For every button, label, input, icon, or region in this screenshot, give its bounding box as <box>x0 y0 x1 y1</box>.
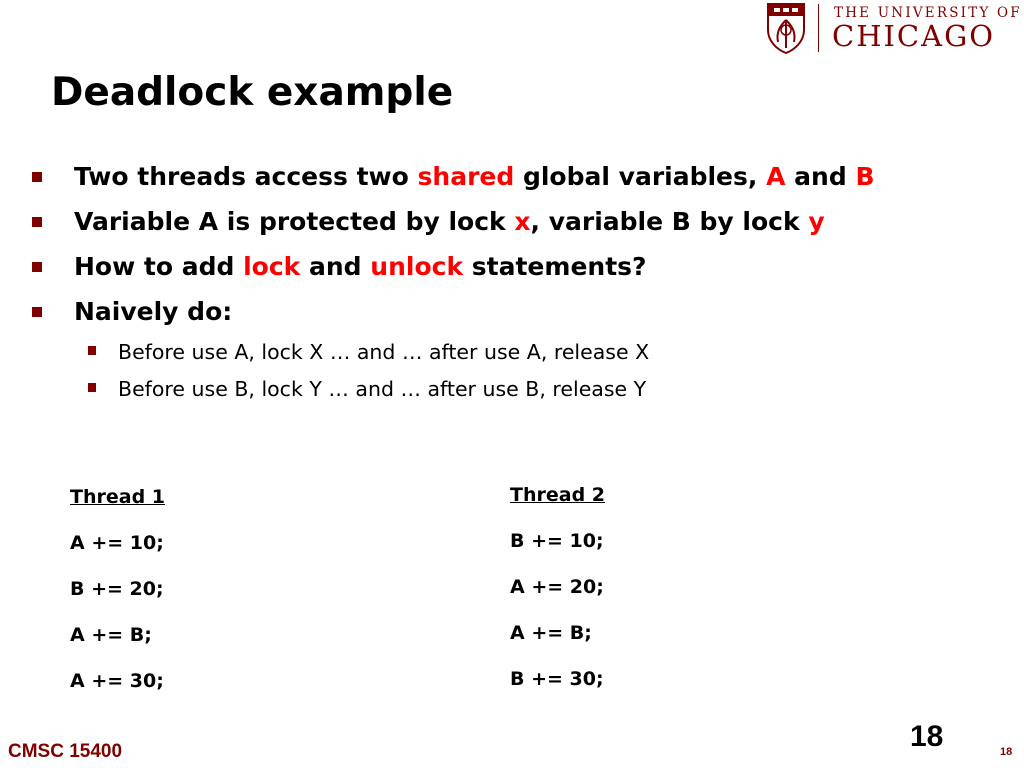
slide-number-small: 18 <box>1000 746 1013 758</box>
highlighted-term: lock <box>243 252 301 281</box>
logo-divider <box>818 4 819 52</box>
bullet-text: and <box>785 162 856 191</box>
bullet-text: and <box>300 252 371 281</box>
logo-university-of: THE UNIVERSITY OF <box>834 5 1022 21</box>
sub-bullet-item <box>88 336 649 373</box>
highlighted-term: A <box>766 162 786 191</box>
logo-chicago: CHICAGO <box>832 19 996 53</box>
square-bullet-icon <box>32 307 42 317</box>
highlighted-term: unlock <box>370 252 464 281</box>
thread-1-title: Thread 1 <box>70 486 165 508</box>
thread-2-title: Thread 2 <box>510 484 605 506</box>
thread-2-block <box>510 478 605 708</box>
thread-2-statement: B += 30; <box>510 668 604 690</box>
bullet-text: Naively do: <box>74 297 233 326</box>
highlighted-term: B <box>855 162 875 191</box>
bullet-text: global variables, <box>514 162 767 191</box>
highlighted-term: shared <box>417 162 515 191</box>
thread-2-statement: A += B; <box>510 622 592 644</box>
university-logo <box>766 2 1024 56</box>
thread-1-statement: A += B; <box>70 624 152 646</box>
thread-1-statement: B += 20; <box>70 578 164 600</box>
bullet-item <box>32 247 875 292</box>
bullet-item <box>32 202 875 247</box>
thread-2-statement: B += 10; <box>510 530 604 552</box>
bullet-text: , variable B by lock <box>530 207 809 236</box>
sub-bullet-list <box>88 336 649 410</box>
thread-1-statement: A += 30; <box>70 670 164 692</box>
square-bullet-icon <box>32 172 42 182</box>
small-square-bullet-icon <box>88 346 96 355</box>
square-bullet-icon <box>32 262 42 272</box>
university-crest-icon <box>766 2 806 54</box>
thread-1-statement: A += 10; <box>70 532 164 554</box>
sub-bullet-item <box>88 373 649 410</box>
slide-number-large: 18 <box>910 720 944 753</box>
thread-2-statement: A += 20; <box>510 576 604 598</box>
highlighted-term: y <box>808 207 825 236</box>
bullet-text: Variable A is protected by lock <box>74 207 515 236</box>
small-square-bullet-icon <box>88 383 96 392</box>
highlighted-term: x <box>514 207 531 236</box>
bullet-item <box>32 292 875 337</box>
bullet-item <box>32 157 875 202</box>
thread-1-block <box>70 480 165 710</box>
bullet-text: How to add <box>74 252 244 281</box>
sub-bullet-text: Before use A, lock X … and … after use A, release X <box>118 340 650 364</box>
sub-bullet-text: Before use B, lock Y … and … after use B, release Y <box>118 377 647 401</box>
bullet-list <box>32 157 875 337</box>
bullet-text: statements? <box>463 252 647 281</box>
bullet-text: Two threads access two <box>74 162 418 191</box>
course-label: CMSC 15400 <box>8 741 123 762</box>
square-bullet-icon <box>32 217 42 227</box>
slide-title: Deadlock example <box>51 70 454 115</box>
